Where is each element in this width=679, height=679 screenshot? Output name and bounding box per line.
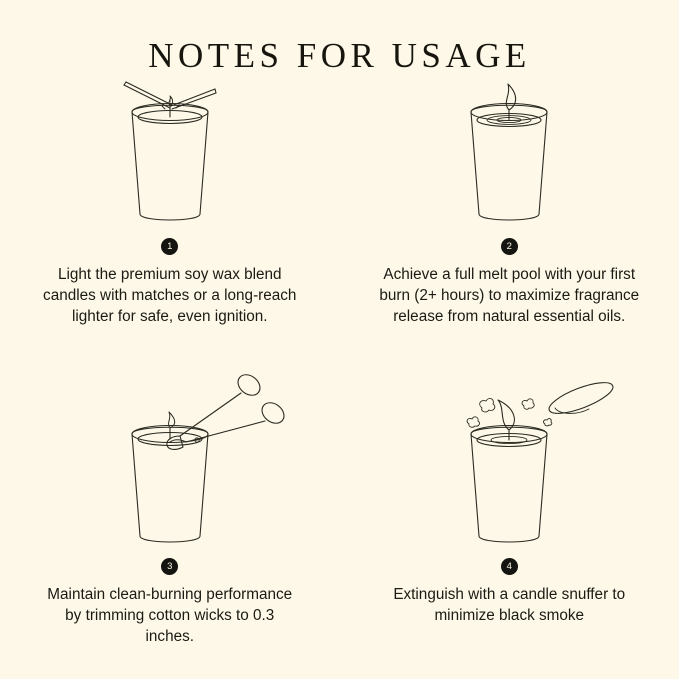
step-caption: Maintain clean-burning performance by trimming cotton wicks to 0.3 inches. [47,585,293,645]
step-caption: Light the premium soy wax blend candles with matches or a long-reach lighter for safe, even ignition. [43,266,297,325]
step-item [340,364,679,652]
page-title: NOTES FOR USAGE [148,36,531,75]
candle-with-snuffer-icon [359,364,659,554]
step-number-badge: 4 [501,558,518,575]
step-number-badge: 3 [161,558,178,575]
candle-with-matches-icon [20,76,320,234]
candle-with-wick-trimmer-icon [20,364,320,554]
step-item [0,364,340,652]
candle-full-melt-pool-icon [359,76,659,234]
step-number-badge: 2 [501,238,518,255]
step-item [0,76,340,364]
step-item [340,76,679,364]
steps-grid [0,76,679,651]
step-number-badge: 1 [161,238,178,255]
step-caption: Achieve a full melt pool with your first burn (2+ hours) to maximize fragrance release from natural essential oils. [379,266,640,325]
step-caption: Extinguish with a candle snuffer to minimize black smoke [393,585,626,624]
